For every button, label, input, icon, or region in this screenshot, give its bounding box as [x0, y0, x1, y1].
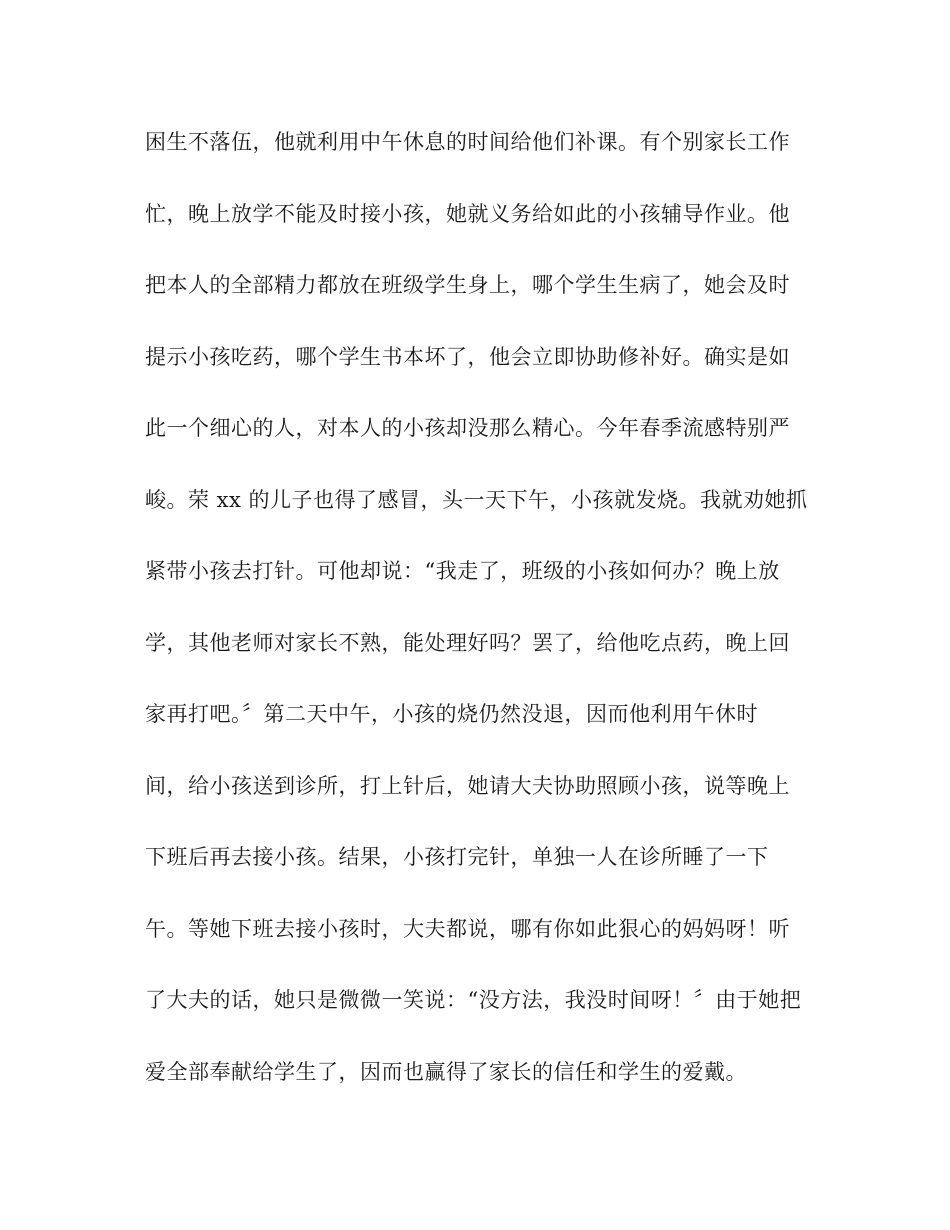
- body-text: [145, 120, 825, 1121]
- text-line: 提示小孩吃药，哪个学生书本坏了，他会立即协助修补好。确实是如: [145, 344, 790, 369]
- text-line: 午。等她下班去接小孩时，大夫都说，哪有你如此狠心的妈妈呀！听: [145, 916, 790, 941]
- text-line: 此一个细心的人，对本人的小孩却没那么精心。今年春季流感特别严: [145, 416, 790, 440]
- text-line: 间，给小孩送到诊所，打上针后，她请大夫协助照顾小孩，说等晚上: [145, 773, 790, 798]
- text-line: 紧带小孩去打针。可他却说：“我走了，班级的小孩如何办？晚上放: [145, 559, 780, 583]
- text-line: 把本人的全部精力都放在班级学生身上，哪个学生生病了，她会及时: [145, 273, 790, 297]
- text-line: 家再打吧。〞第二天中午，小孩的烧仍然没退，因而他利用午休时: [145, 702, 758, 726]
- text-line: 困生不落伍，他就利用中午休息的时间给他们补课。有个别家长工作: [145, 130, 790, 154]
- text-line: 学，其他老师对家长不熟，能处理好吗？罢了，给他吃点药，晚上回: [145, 630, 790, 655]
- text-line: 爱全部奉献给学生了，因而也赢得了家长的信任和学生的爱戴。: [145, 1059, 747, 1084]
- text-line: 峻。荣 xx 的儿子也得了感冒，头一天下午，小孩就发烧。我就劝她抓: [145, 487, 808, 512]
- text-line: 忙，晚上放学不能及时接小孩，她就义务给如此的小孩辅导作业。他: [145, 201, 790, 226]
- text-line: 下班后再去接小孩。结果，小孩打完针，单独一人在诊所睡了一下: [145, 845, 769, 869]
- text-line: 了大夫的话，她只是微微一笑说：“没方法，我没时间呀！〞由于她把: [145, 988, 802, 1012]
